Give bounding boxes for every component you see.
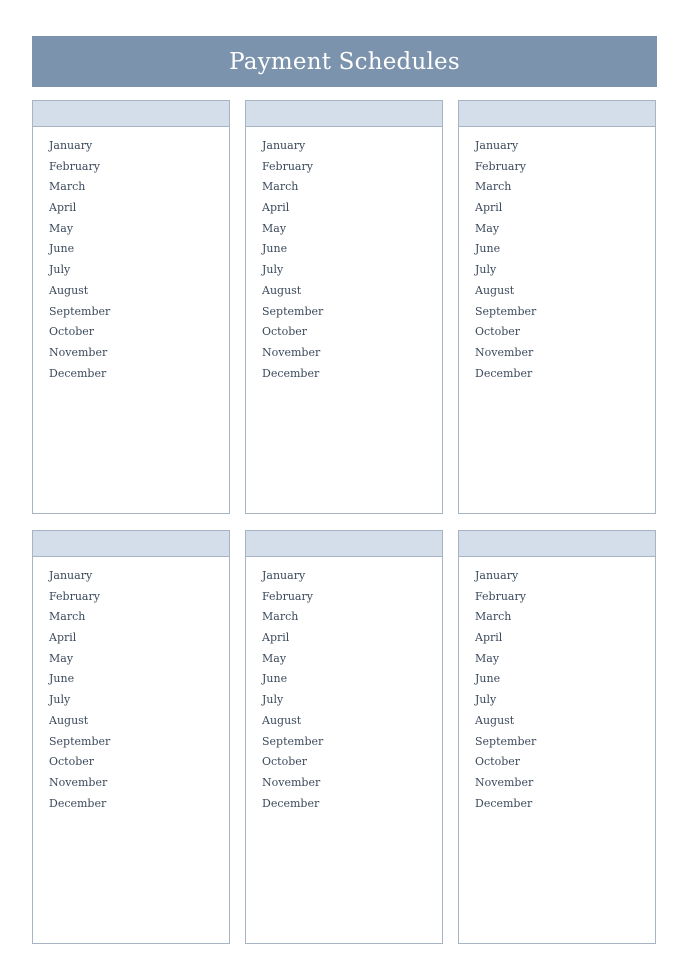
month-label: February <box>49 159 100 173</box>
month-label: March <box>262 180 299 194</box>
month-label: April <box>262 631 290 645</box>
schedule-card <box>32 100 230 514</box>
month-label: September <box>49 734 111 748</box>
month-label: December <box>49 366 107 380</box>
month-label: August <box>49 283 89 297</box>
month-label: October <box>475 325 521 339</box>
title-banner <box>32 36 657 87</box>
month-label: November <box>475 775 534 789</box>
month-label: May <box>475 221 500 235</box>
month-label: May <box>262 651 287 665</box>
month-label: January <box>262 569 306 582</box>
month-label: March <box>49 180 86 194</box>
month-label: November <box>262 775 321 789</box>
month-list <box>33 557 229 814</box>
schedule-card <box>245 100 443 514</box>
month-label: July <box>475 693 497 707</box>
month-label: August <box>475 713 515 727</box>
month-label: May <box>475 651 500 665</box>
month-label: January <box>49 569 93 582</box>
month-label: September <box>262 304 324 318</box>
month-label: June <box>262 242 288 256</box>
month-label: July <box>475 263 497 277</box>
month-label: February <box>262 589 313 603</box>
month-list <box>246 127 442 384</box>
month-label: September <box>49 304 111 318</box>
month-label: December <box>475 366 533 380</box>
month-list <box>459 127 655 384</box>
month-label: March <box>475 610 512 624</box>
card-header[interactable] <box>459 531 655 557</box>
card-header[interactable] <box>246 531 442 557</box>
month-label: February <box>475 159 526 173</box>
month-label: February <box>262 159 313 173</box>
month-label: June <box>475 242 501 256</box>
month-label: October <box>49 755 95 769</box>
month-label: May <box>49 221 74 235</box>
month-label: September <box>475 734 537 748</box>
month-label: March <box>262 610 299 624</box>
month-label: December <box>475 796 533 810</box>
month-label: June <box>262 672 288 686</box>
month-label: August <box>262 283 302 297</box>
month-label: January <box>49 139 93 152</box>
month-label: June <box>475 672 501 686</box>
month-label: August <box>49 713 89 727</box>
month-label: November <box>49 345 108 359</box>
month-list <box>246 557 442 814</box>
month-label: September <box>475 304 537 318</box>
month-label: August <box>475 283 515 297</box>
month-label: October <box>262 755 308 769</box>
schedule-card <box>458 100 656 514</box>
month-label: March <box>49 610 86 624</box>
month-label: October <box>262 325 308 339</box>
month-label: October <box>475 755 521 769</box>
month-label: April <box>49 631 77 645</box>
month-label: April <box>49 201 77 215</box>
month-label: April <box>475 201 503 215</box>
schedule-card <box>245 530 443 944</box>
month-list <box>459 557 655 814</box>
month-label: August <box>262 713 302 727</box>
month-label: January <box>262 139 306 152</box>
month-label: April <box>475 631 503 645</box>
page-title: Payment Schedules <box>229 48 460 75</box>
month-label: September <box>262 734 324 748</box>
card-header[interactable] <box>33 531 229 557</box>
month-label: November <box>262 345 321 359</box>
month-label: October <box>49 325 95 339</box>
month-label: July <box>262 693 284 707</box>
month-label: May <box>262 221 287 235</box>
month-label: November <box>475 345 534 359</box>
month-label: January <box>475 139 519 152</box>
card-header[interactable] <box>246 101 442 127</box>
month-list <box>33 127 229 384</box>
month-label: February <box>49 589 100 603</box>
month-label: July <box>262 263 284 277</box>
month-label: May <box>49 651 74 665</box>
month-label: July <box>49 263 71 277</box>
month-label: March <box>475 180 512 194</box>
month-label: February <box>475 589 526 603</box>
month-label: December <box>262 366 320 380</box>
month-label: January <box>475 569 519 582</box>
month-label: December <box>262 796 320 810</box>
card-header[interactable] <box>33 101 229 127</box>
month-label: July <box>49 693 71 707</box>
month-label: June <box>49 672 75 686</box>
card-header[interactable] <box>459 101 655 127</box>
schedule-card <box>458 530 656 944</box>
month-label: November <box>49 775 108 789</box>
month-label: June <box>49 242 75 256</box>
schedule-card <box>32 530 230 944</box>
month-label: April <box>262 201 290 215</box>
month-label: December <box>49 796 107 810</box>
